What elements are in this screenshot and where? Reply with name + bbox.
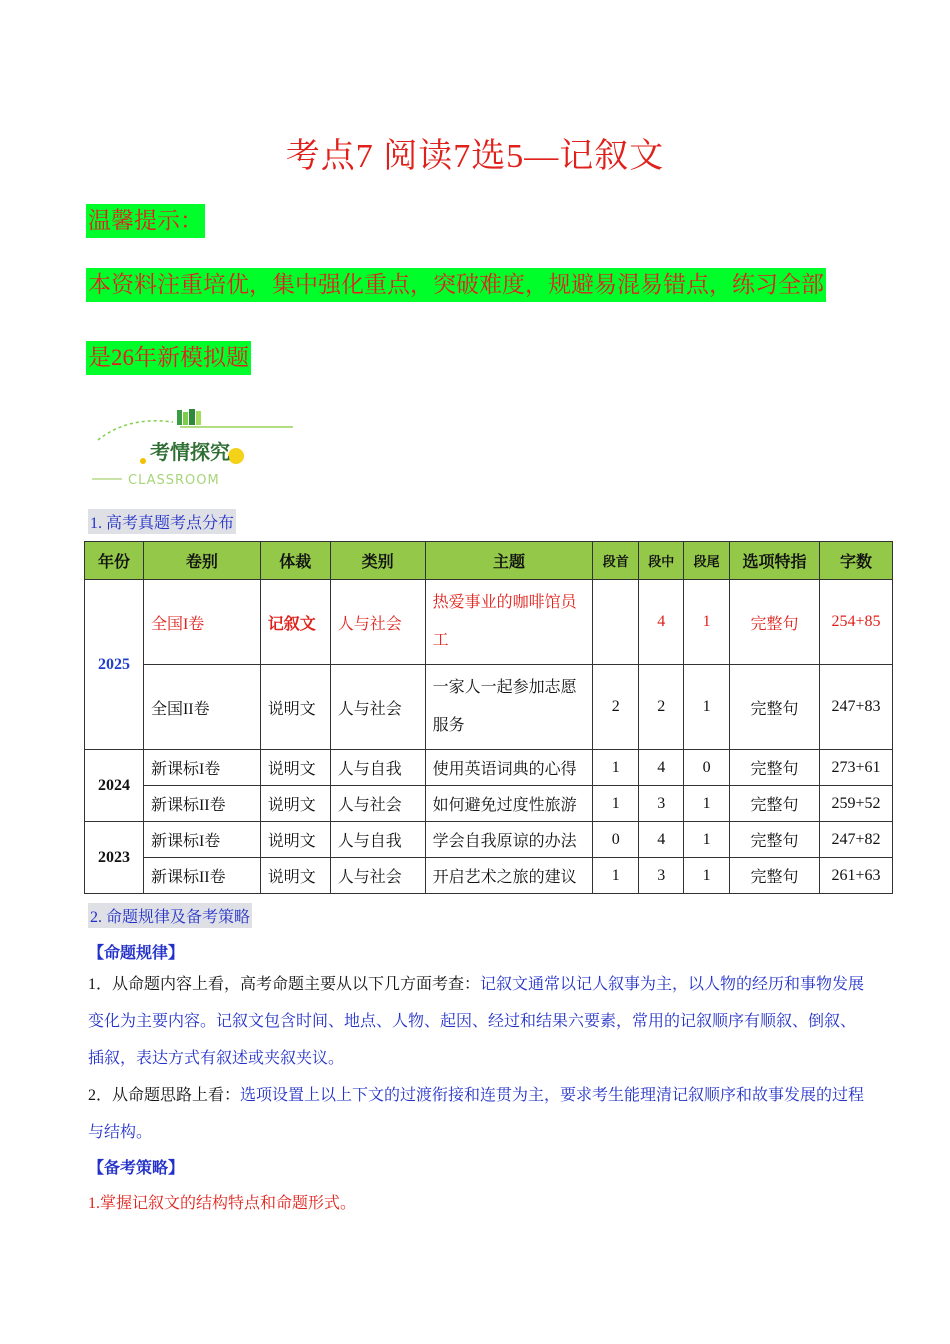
col-header: 选项特指 (730, 542, 820, 580)
option-cell: 完整句 (730, 750, 820, 786)
end-cell: 0 (684, 750, 730, 786)
mid-cell: 4 (639, 580, 684, 665)
genre-cell: 记叙文 (260, 580, 330, 665)
exam-distribution-table (84, 541, 893, 894)
genre-cell: 说明文 (260, 822, 330, 858)
start-cell: 1 (593, 750, 639, 786)
paper-cell: 新课标I卷 (143, 822, 260, 858)
topic-cell: 一家人一起参加志愿服务 (425, 665, 593, 750)
col-header: 主题 (425, 542, 593, 580)
rule-1-body: 记叙文通常以记人叙事为主，以人物的经历和事物发展变化为主要内容。记叙文包含时间、地点、人物、起因、经过和结果六要素，常用的记叙顺序有顺叙、倒叙、插叙，表达方式有叙述或夹叙夹议。 (88, 976, 865, 1067)
topic-cell: 学会自我原谅的办法 (425, 822, 593, 858)
table-row (85, 580, 893, 665)
paper-cell: 新课标II卷 (143, 786, 260, 822)
table-row (85, 786, 893, 822)
paper-cell: 全国II卷 (143, 665, 260, 750)
col-header: 段尾 (684, 542, 730, 580)
end-cell: 1 (684, 786, 730, 822)
section1-heading: 1. 高考真题考点分布 (88, 509, 236, 534)
category-cell: 人与社会 (330, 665, 425, 750)
year-cell: 2023 (85, 822, 144, 894)
end-cell: 1 (684, 858, 730, 894)
rule-2-prefix: 2．从命题思路上看： (88, 1087, 241, 1104)
start-cell: 2 (593, 665, 639, 750)
option-cell: 完整句 (730, 665, 820, 750)
table-header-row (85, 542, 893, 580)
words-cell: 273+61 (819, 750, 892, 786)
strategy-label: 【备考策略】 (88, 1160, 185, 1177)
table-row (85, 665, 893, 750)
col-header: 卷别 (143, 542, 260, 580)
words-cell: 261+63 (819, 858, 892, 894)
strategy-item-1: 1.掌握记叙文的结构特点和命题形式。 (88, 1195, 357, 1212)
year-cell: 2025 (85, 580, 144, 750)
start-cell: 1 (593, 786, 639, 822)
words-cell: 247+82 (819, 822, 892, 858)
topic-cell: 开启艺术之旅的建议 (425, 858, 593, 894)
mid-cell: 4 (639, 750, 684, 786)
table-row (85, 822, 893, 858)
col-header: 体裁 (260, 542, 330, 580)
rule-2-body: 选项设置上以上下文的过渡衔接和连贯为主，要求考生能理清记叙顺序和故事发展的过程与结构。 (88, 1087, 865, 1141)
rule-1-prefix: 1．从命题内容上看，高考命题主要从以下几方面考查： (88, 976, 481, 993)
topic-cell: 使用英语词典的心得 (425, 750, 593, 786)
rule-2-paragraph (88, 1077, 868, 1151)
rules-label: 【命题规律】 (88, 945, 185, 962)
logo-main-text: 考情探究 (150, 440, 230, 464)
start-cell: 0 (593, 822, 639, 858)
mid-cell: 3 (639, 786, 684, 822)
option-cell: 完整句 (730, 858, 820, 894)
year-cell: 2024 (85, 750, 144, 822)
section2-heading: 2. 命题规律及备考策略 (88, 903, 252, 928)
topic-cell: 如何避免过度性旅游 (425, 786, 593, 822)
category-cell: 人与社会 (330, 858, 425, 894)
words-cell: 259+52 (819, 786, 892, 822)
genre-cell: 说明文 (260, 858, 330, 894)
tip-line-1: 本资料注重培优，集中强化重点，突破难度，规避易混易错点，练习全部 (86, 268, 826, 302)
category-cell: 人与自我 (330, 822, 425, 858)
start-cell (593, 580, 639, 665)
col-header: 年份 (85, 542, 144, 580)
words-cell: 254+85 (819, 580, 892, 665)
col-header: 段中 (639, 542, 684, 580)
table-row (85, 858, 893, 894)
option-cell: 完整句 (730, 580, 820, 665)
end-cell: 1 (684, 822, 730, 858)
books-icon (177, 409, 201, 425)
tip-line-2: 是26年新模拟题 (86, 341, 251, 375)
genre-cell: 说明文 (260, 665, 330, 750)
category-cell: 人与社会 (330, 580, 425, 665)
paper-cell: 全国I卷 (143, 580, 260, 665)
classroom-logo (88, 402, 298, 494)
col-header: 段首 (593, 542, 639, 580)
rule-1-paragraph (88, 966, 868, 1077)
tip-label: 温馨提示： (86, 204, 205, 238)
logo-sub-text: CLASSROOM (128, 473, 220, 488)
col-header: 类别 (330, 542, 425, 580)
end-cell: 1 (684, 580, 730, 665)
words-cell: 247+83 (819, 665, 892, 750)
genre-cell: 说明文 (260, 750, 330, 786)
genre-cell: 说明文 (260, 786, 330, 822)
mid-cell: 4 (639, 822, 684, 858)
mid-cell: 2 (639, 665, 684, 750)
option-cell: 完整句 (730, 822, 820, 858)
col-header: 字数 (819, 542, 892, 580)
category-cell: 人与社会 (330, 786, 425, 822)
start-cell: 1 (593, 858, 639, 894)
mid-cell: 3 (639, 858, 684, 894)
category-cell: 人与自我 (330, 750, 425, 786)
page-title: 考点7 阅读7选5—记叙文 (285, 138, 665, 175)
paper-cell: 新课标II卷 (143, 858, 260, 894)
option-cell: 完整句 (730, 786, 820, 822)
topic-cell: 热爱事业的咖啡馆员工 (425, 580, 593, 665)
table-row (85, 750, 893, 786)
end-cell: 1 (684, 665, 730, 750)
paper-cell: 新课标I卷 (143, 750, 260, 786)
